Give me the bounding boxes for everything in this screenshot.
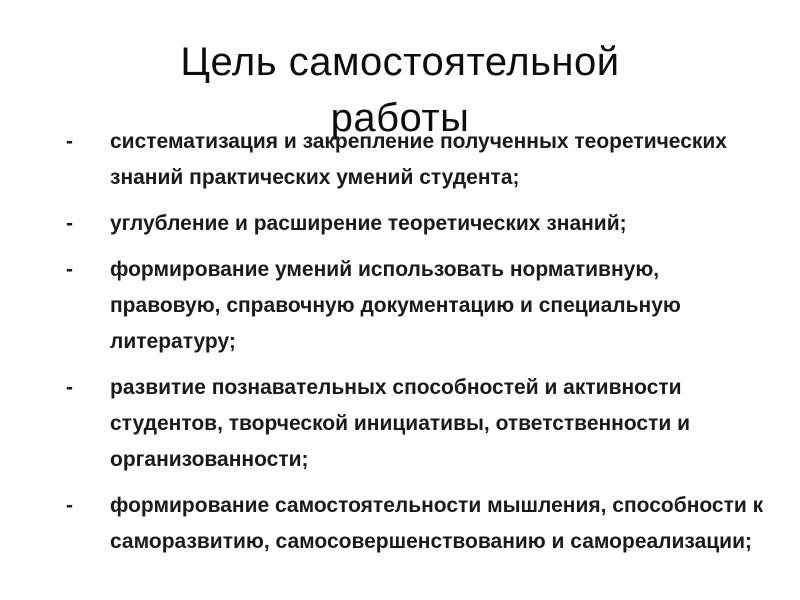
bullet-marker: - xyxy=(66,376,73,399)
bullet-marker: - xyxy=(66,494,73,517)
bullet-text: систематизация и закрепление полученных теоретических знаний практических умений студента; xyxy=(110,130,727,189)
bullet-marker: - xyxy=(66,258,73,281)
bullet-list xyxy=(66,124,766,570)
bullet-text: развитие познавательных способностей и активности студентов, творческой инициативы, ответственности и организованности; xyxy=(110,376,691,471)
bullet-item-1 xyxy=(66,124,766,196)
title-line-1: Цель самостоятельной xyxy=(180,40,620,84)
bullet-marker: - xyxy=(66,130,73,153)
bullet-item-2 xyxy=(66,206,766,242)
bullet-marker: - xyxy=(66,212,73,235)
bullet-text: формирование самостоятельности мышления, способности к саморазвитию, самосовершенствованию и самореализации; xyxy=(110,494,764,553)
bullet-text: формирование умений использовать нормативную, правовую, справочную документацию и специальную литературу; xyxy=(110,258,681,353)
bullet-item-5 xyxy=(66,488,766,560)
bullet-item-3 xyxy=(66,252,766,360)
bullet-text: углубление и расширение теоретических знаний; xyxy=(110,212,627,235)
bullet-item-4 xyxy=(66,370,766,478)
title-line-2: работы xyxy=(330,96,470,140)
